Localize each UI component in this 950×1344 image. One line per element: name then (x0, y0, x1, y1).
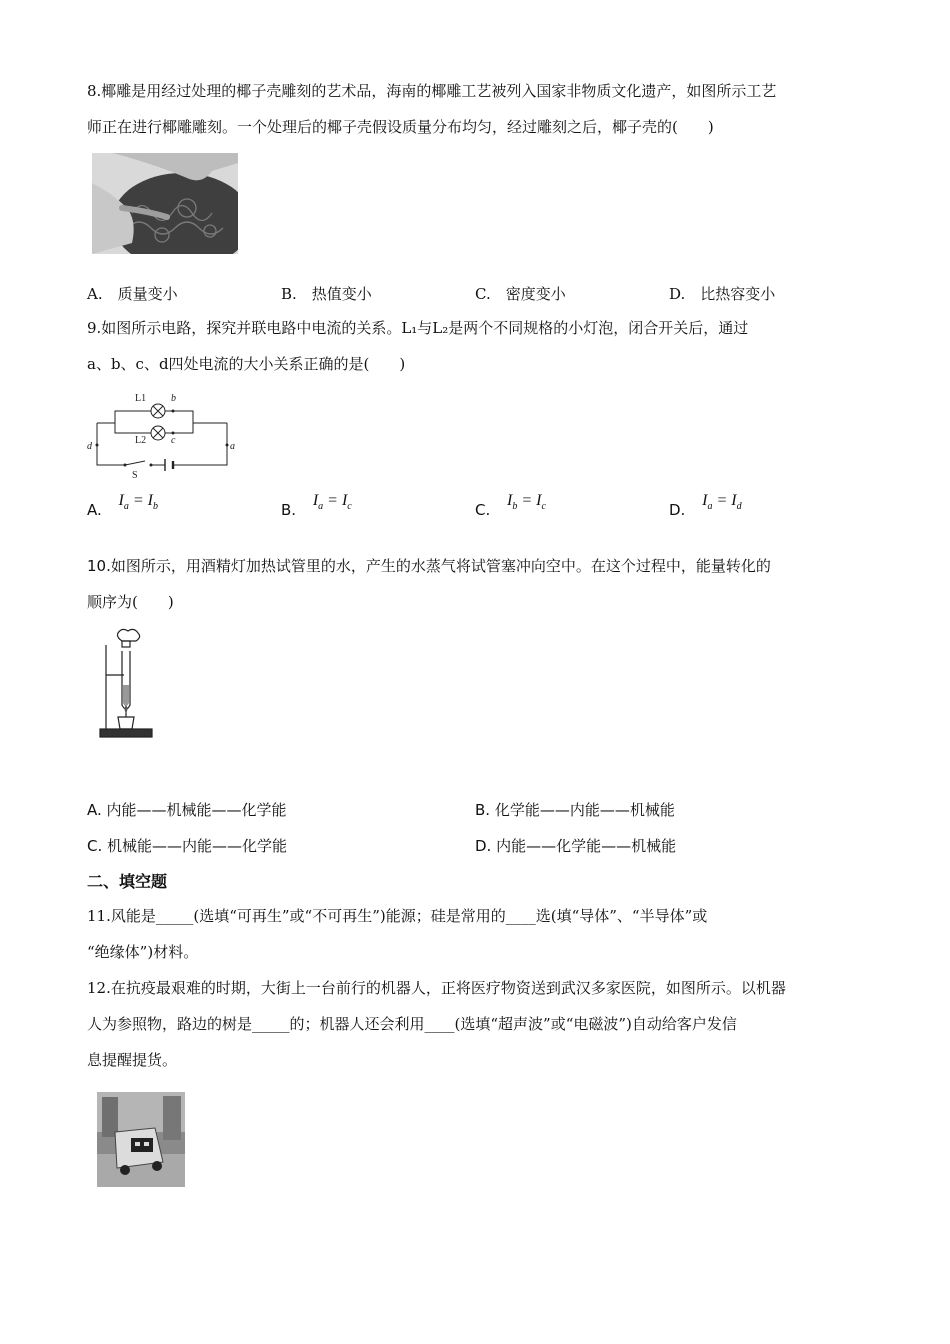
q9-option-b[interactable]: B. $I_a = I_c$ (281, 492, 352, 519)
q9-option-a-formula: $I_a = I_b$ (118, 492, 158, 513)
q11-line-1: 11.风能是_____(选填“可再生”或“不可再生”)能源；硅是常用的____选(填“导体”、“半导体”或 (87, 907, 708, 925)
q11-line-2: “绝缘体”)材料。 (87, 943, 199, 961)
q12-line-3: 息提醒提货。 (87, 1051, 178, 1069)
q10-option-d[interactable]: D. 内能——化学能——机械能 (475, 837, 677, 855)
q8-line-2: 师正在进行椰雕雕刻。一个处理后的椰子壳假设质量分布均匀，经过雕刻之后，椰子壳的( ) (87, 118, 714, 136)
delivery-robot-photo (97, 1092, 185, 1187)
q9-line-2: a、b、c、d四处电流的大小关系正确的是( ) (87, 355, 406, 373)
q10-option-c[interactable]: C. 机械能——内能——化学能 (87, 837, 288, 855)
label-d: d (87, 441, 92, 452)
q9-option-d[interactable]: D. $I_a = I_d$ (669, 492, 742, 519)
section-title-fill-in: 二、填空题 (87, 872, 168, 891)
q10-line-2: 顺序为( ) (87, 593, 174, 611)
q9-option-c[interactable]: C. $I_b = I_c$ (475, 492, 546, 519)
coconut-carving-photo (92, 153, 238, 254)
q10-option-b[interactable]: B. 化学能——内能——机械能 (475, 801, 675, 819)
label-c: c (171, 435, 176, 446)
label-L2: L2 (135, 435, 147, 446)
q10-line-1: 10.如图所示，用酒精灯加热试管里的水，产生的水蒸气将试管塞冲向空中。在这个过程中，能量转化的 (87, 557, 771, 575)
q9-option-d-formula: $I_a = I_d$ (702, 492, 742, 513)
label-S: S (132, 470, 138, 480)
q10-option-a[interactable]: A. 内能——机械能——化学能 (87, 801, 287, 819)
q12-line-2: 人为参照物，路边的树是_____的；机器人还会利用____(选填“超声波”或“电磁波”)自动给客户发信 (87, 1015, 737, 1033)
label-b: b (171, 393, 176, 404)
q9-option-c-formula: $I_b = I_c$ (507, 492, 546, 513)
q8-option-b[interactable]: B. 热值变小 (281, 285, 372, 303)
q9-option-b-formula: $I_a = I_c$ (312, 492, 352, 513)
test-tube-heating-diagram (98, 625, 158, 740)
label-L1: L1 (135, 393, 147, 404)
q9-option-a[interactable]: A. $I_a = I_b$ (87, 492, 158, 519)
q8-option-a[interactable]: A. 质量变小 (87, 285, 178, 303)
parallel-circuit-diagram (85, 385, 240, 480)
q8-line-1: 8.椰雕是用经过处理的椰子壳雕刻的艺术品，海南的椰雕工艺被列入国家非物质文化遗产，如图所示工艺 (87, 82, 777, 100)
q9-line-1: 9.如图所示电路，探究并联电路中电流的关系。L₁与L₂是两个不同规格的小灯泡，闭合开关后，通过 (87, 319, 749, 337)
q8-option-c[interactable]: C. 密度变小 (475, 285, 566, 303)
q12-line-1: 12.在抗疫最艰难的时期，大街上一台前行的机器人，正将医疗物资送到武汉多家医院，如图所示。以机器 (87, 979, 786, 997)
label-a: a (230, 441, 235, 452)
q8-option-d[interactable]: D. 比热容变小 (669, 285, 776, 303)
